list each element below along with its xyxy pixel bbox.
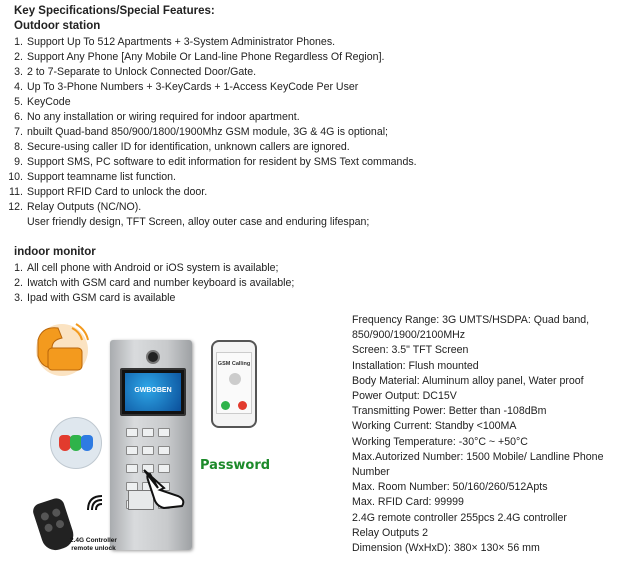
list-text: Support RFID Card to unlock the door. (27, 186, 208, 198)
list-item (0, 125, 417, 140)
spec-line: Power Output: DC15V (352, 390, 457, 403)
list-number: 11. (9, 186, 23, 198)
rfid-keyfobs (50, 417, 102, 469)
outdoor-station-heading: Outdoor station (14, 20, 101, 32)
list-item (0, 110, 417, 125)
list-number: 5. (14, 96, 23, 108)
outdoor-feature-list (0, 35, 417, 230)
spec-line: Transmitting Power: Better than -108dBm (352, 405, 547, 418)
spec-line: Relay Outputs 2 (352, 526, 428, 539)
spec-line: 850/900/1900/2100MHz (352, 329, 466, 342)
list-item (0, 291, 294, 306)
list-text: No any installation or wiring required for indoor apartment. (27, 111, 300, 123)
list-text: nbuilt Quad-band 850/900/1800/1900Mhz GSM module, 3G & 4G is optional; (27, 126, 389, 138)
spec-list (352, 313, 637, 556)
list-text: All cell phone with Android or iOS system is available; (27, 262, 279, 274)
keypad-key (126, 446, 138, 455)
password-label: Password (200, 458, 271, 473)
keypad-key (142, 428, 154, 437)
list-text: Secure-using caller ID for identification, unknown callers are ignored. (27, 141, 350, 153)
page-heading: Key Specifications/Special Features: (14, 5, 215, 17)
keypad-key (126, 428, 138, 437)
spec-line: Max. RFID Card: 99999 (352, 496, 464, 509)
indoor-feature-list (0, 261, 294, 306)
list-text: Support Up To 512 Apartments + 3-System Administrator Phones. (27, 36, 336, 48)
telephone-receiver-icon (28, 318, 92, 378)
list-number: 12. (8, 201, 23, 213)
panel-screen (120, 368, 186, 416)
list-number: 4. (14, 81, 23, 93)
list-number: 3. (14, 292, 23, 304)
spec-line: Working Temperature: -30°C ~ +50°C (352, 435, 528, 448)
list-text: 2 to 7-Separate to Unlock Connected Door/Gate. (27, 66, 257, 78)
list-number: 2. (14, 51, 23, 63)
hangup-icon (238, 401, 247, 410)
list-number: 1. (14, 262, 23, 274)
list-number: 2. (14, 277, 23, 289)
list-number: 8. (14, 141, 23, 153)
spec-line: Installation: Flush mounted (352, 359, 479, 372)
list-text: Relay Outputs (NC/NO). (27, 201, 142, 213)
avatar (229, 373, 241, 385)
list-text: KeyCode (27, 96, 71, 108)
camera-icon (146, 350, 160, 364)
spec-line: Max. Room Number: 50/160/260/512Apts (352, 481, 548, 494)
list-text: Up To 3-Phone Numbers + 3-KeyCards + 1-Access KeyCode Per User (27, 81, 359, 93)
list-item (0, 80, 417, 95)
list-item (0, 170, 417, 185)
spec-line: 2.4G remote controller 255pcs 2.4G controller (352, 511, 567, 524)
list-item-extra: User friendly design, TFT Screen, alloy outer case and enduring lifespan; (27, 216, 370, 228)
outdoor-station-panel (110, 340, 192, 550)
spec-line: Screen: 3.5" TFT Screen (352, 344, 469, 357)
list-number: 7. (14, 126, 23, 138)
spec-line: Frequency Range: 3G UMTS/HSDPA: Quad band, (352, 314, 590, 326)
list-item (0, 155, 417, 170)
list-item (0, 50, 417, 65)
list-number: 6. (14, 111, 23, 123)
list-text: Iwatch with GSM card and number keyboard is available; (27, 277, 295, 289)
spec-line: Body Material: Aluminum alloy panel, Water proof (352, 374, 584, 387)
list-item (0, 35, 417, 50)
list-item (0, 140, 417, 155)
spec-line: Working Current: Standby <100MA (352, 420, 517, 433)
keypad-key (158, 428, 170, 437)
screen-brand: GWBOBEN (134, 387, 172, 394)
list-item (0, 95, 417, 110)
keyfob-blue-icon (81, 435, 93, 451)
list-text: Support teamname list function. (27, 171, 176, 183)
keypad-key (158, 446, 170, 455)
list-item (0, 276, 294, 291)
list-number: 3. (14, 66, 23, 78)
list-item (0, 200, 417, 215)
list-item (0, 261, 294, 276)
spec-line: Dimension (WxHxD): 380× 130× 56 mm (352, 542, 540, 555)
list-text: Ipad with GSM card is available (27, 292, 176, 304)
spec-line: Max.Autorized Number: 1500 Mobile/ Landline Phone Number (352, 450, 604, 479)
keypad-key (126, 464, 138, 473)
list-text: Support Any Phone [Any Mobile Or Land-line Phone Regardless Of Region]. (27, 51, 385, 63)
list-text: Support SMS, PC software to edit information for resident by SMS Text commands. (27, 156, 417, 168)
list-number: 10. (8, 171, 23, 183)
keypad-key (142, 446, 154, 455)
list-number: 9. (14, 156, 23, 168)
list-number: 1. (14, 36, 23, 48)
hand-pointer-icon (138, 466, 190, 510)
mobile-phone (211, 340, 257, 428)
list-item (0, 185, 417, 200)
remote-caption: 2.4G Controller remote unlock (70, 537, 117, 552)
answer-icon (221, 401, 230, 410)
indoor-monitor-heading: indoor monitor (14, 246, 96, 258)
list-item (0, 65, 417, 80)
gsm-calling-label: GSM Calling (217, 361, 251, 367)
wireless-signal-icon (86, 494, 104, 512)
